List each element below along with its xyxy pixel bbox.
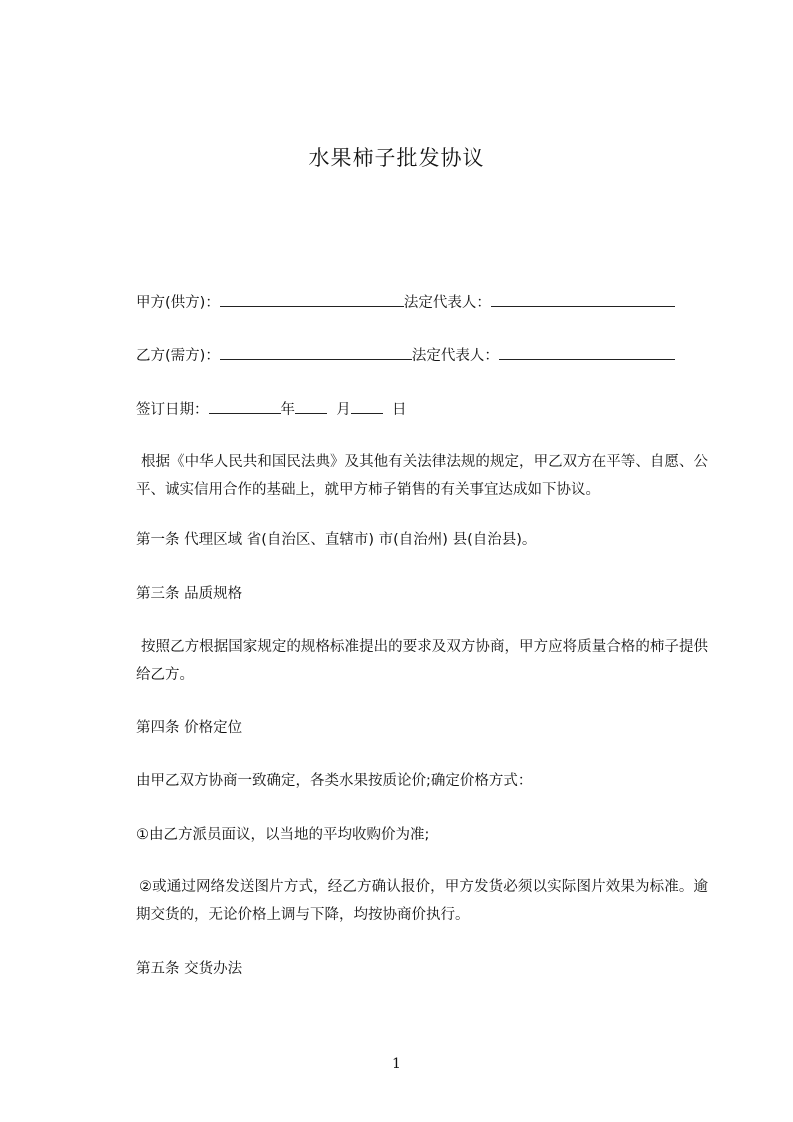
month-blank — [295, 399, 327, 414]
page-number: 1 — [392, 1056, 401, 1072]
article-4-item-2: ②或通过网络发送图片方式，经乙方确认报价，甲方发货必须以实际图片效果为标准。逾期交货的，无论价格上调与下降，均按协商价执行。 — [136, 879, 708, 923]
article-4-item-1: ①由乙方派员面议，以当地的平均收购价为准; — [136, 827, 430, 843]
party-a-label: 甲方(供方)： — [136, 295, 220, 311]
month-label: 月 — [336, 402, 351, 418]
article-3-title: 第三条 品质规格 — [136, 586, 243, 602]
party-b-blank — [220, 345, 412, 360]
intro-paragraph: 根据《中华人民共和国民法典》及其他有关法律法规的规定，甲乙双方在平等、自愿、公平、诚实信用合作的基础上，就甲方柿子销售的有关事宜达成如下协议。 — [136, 454, 708, 498]
article-3-body: 按照乙方根据国家规定的规格标准提出的要求及双方协商，甲方应将质量合格的柿子提供给乙方。 — [136, 639, 708, 683]
year-label: 年 — [280, 402, 295, 418]
sign-date-line — [136, 399, 706, 420]
article-4-body: 由甲乙双方协商一致确定，各类水果按质论价;确定价格方式： — [136, 773, 533, 789]
day-blank — [351, 399, 383, 414]
party-a-rep-blank — [491, 292, 675, 307]
party-a-rep-label: 法定代表人： — [403, 295, 491, 311]
day-label: 日 — [391, 402, 407, 418]
party-b-label: 乙方(需方)： — [136, 348, 220, 364]
article-1: 第一条 代理区域 省(自治区、直辖市) 市(自治州) 县(自治县)。 — [136, 532, 537, 548]
year-blank — [209, 399, 281, 414]
party-b-rep-label: 法定代表人： — [411, 348, 499, 364]
document-title: 水果柿子批发协议 — [308, 146, 485, 170]
party-b-line — [136, 345, 706, 366]
party-a-line — [136, 292, 706, 313]
article-4-title: 第四条 价格定位 — [136, 720, 243, 736]
article-5-title: 第五条 交货办法 — [136, 961, 243, 977]
party-b-rep-blank — [499, 345, 675, 360]
sign-date-label: 签订日期： — [136, 402, 209, 418]
party-a-blank — [220, 292, 404, 307]
